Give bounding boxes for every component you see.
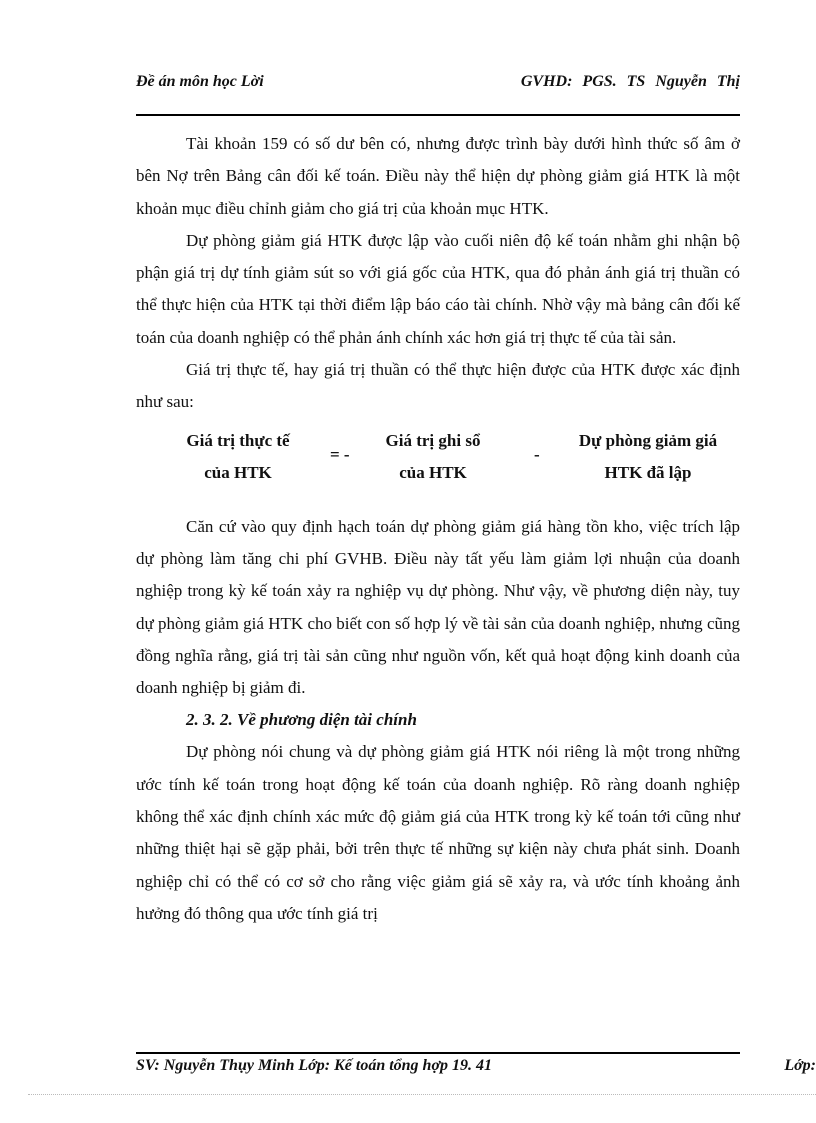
document-body	[136, 128, 740, 930]
paragraph: Dự phòng nói chung và dự phòng giảm giá HTK nói riêng là một trong những ước tính kế toán trong hoạt động kế toán của doanh nghiệp. Rõ ràng doanh nghiệp không thể xác định chính xác mức độ giảm giá của HTK trong kỳ kế toán tới cũng như những thiệt hại sẽ gặp phải, bởi trên thực tế những sự kiện này chưa phát sinh. Doanh nghiệp chỉ có thể có cơ sở cho rằng việc giảm giá sẽ xảy ra, và ước tính khoảng ảnh hưởng đó thông qua ước tính giá trị	[136, 742, 740, 923]
header-rule	[136, 114, 740, 116]
formula-operator: -	[534, 444, 540, 464]
formula-term-line: Giá trị thực tế	[186, 430, 290, 450]
formula-term-line: HTK đã lập	[604, 462, 692, 482]
formula-term-line: Giá trị ghi sổ	[385, 430, 481, 450]
paragraph: Giá trị thực tế, hay giá trị thuần có thể thực hiện được của HTK được xác định như sau:	[136, 360, 740, 412]
formula-term-line: Dự phòng giảm giá	[578, 430, 718, 450]
formula-term-line: của HTK	[399, 462, 467, 482]
paragraph: Dự phòng giảm giá HTK được lập vào cuối niên độ kế toán nhằm ghi nhận bộ phận giá trị dự tính giảm sút so với giá gốc của HTK, qua đó phản ánh giá trị thuần có thể thực hiện của HTK tại thời điểm lập báo cáo tài chính. Nhờ vậy mà bảng cân đối kế toán của doanh nghiệp có thể phản ánh chính xác hơn giá trị thực tế của tài sản.	[136, 230, 740, 347]
formula-term-line: của HTK	[204, 462, 272, 482]
page-bottom-dotted-rule	[28, 1094, 816, 1095]
formula-operator: = -	[330, 444, 350, 464]
formula-term-provision	[550, 425, 746, 489]
header-right-text: GVHD: PGS. TS Nguyễn Thị	[520, 73, 740, 90]
formula-term-book-value	[358, 425, 508, 489]
footer-right-text: Lớp:	[784, 1057, 816, 1074]
header-left-text: Đề án môn học Lời	[136, 73, 264, 90]
paragraph: Căn cứ vào quy định hạch toán dự phòng giảm giá hàng tồn kho, việc trích lập dự phòng làm tăng chi phí GVHB. Điều này tất yếu làm giảm lợi nhuận của doanh nghiệp trong kỳ kế toán xảy ra nghiệp vụ dự phòng. Như vậy, về phương diện này, tuy dự phòng giảm giá HTK cho biết con số hợp lý về tài sản của doanh nghiệp, nhưng cũng đồng nghĩa rằng, giá trị tài sản cũng như nguồn vốn, kết quả hoạt động kinh doanh của doanh nghiệp bị giảm đi.	[136, 516, 740, 698]
footer-left-text: SV: Nguyễn Thụy Minh Lớp: Kế toán tổng hợp 19. 41	[136, 1057, 493, 1074]
paragraph: Tài khoản 159 có số dư bên có, nhưng được trình bày dưới hình thức số âm ở bên Nợ trên Bảng cân đối kế toán. Điều này thể hiện dự phòng giảm giá HTK là một khoản mục điều chỉnh giảm cho giá trị của khoản mục HTK.	[136, 134, 740, 218]
formula-term-net-value	[158, 425, 318, 489]
footer-rule	[136, 1052, 740, 1054]
formula	[136, 425, 740, 503]
section-heading: 2. 3. 2. Về phương diện tài chính	[186, 710, 417, 730]
